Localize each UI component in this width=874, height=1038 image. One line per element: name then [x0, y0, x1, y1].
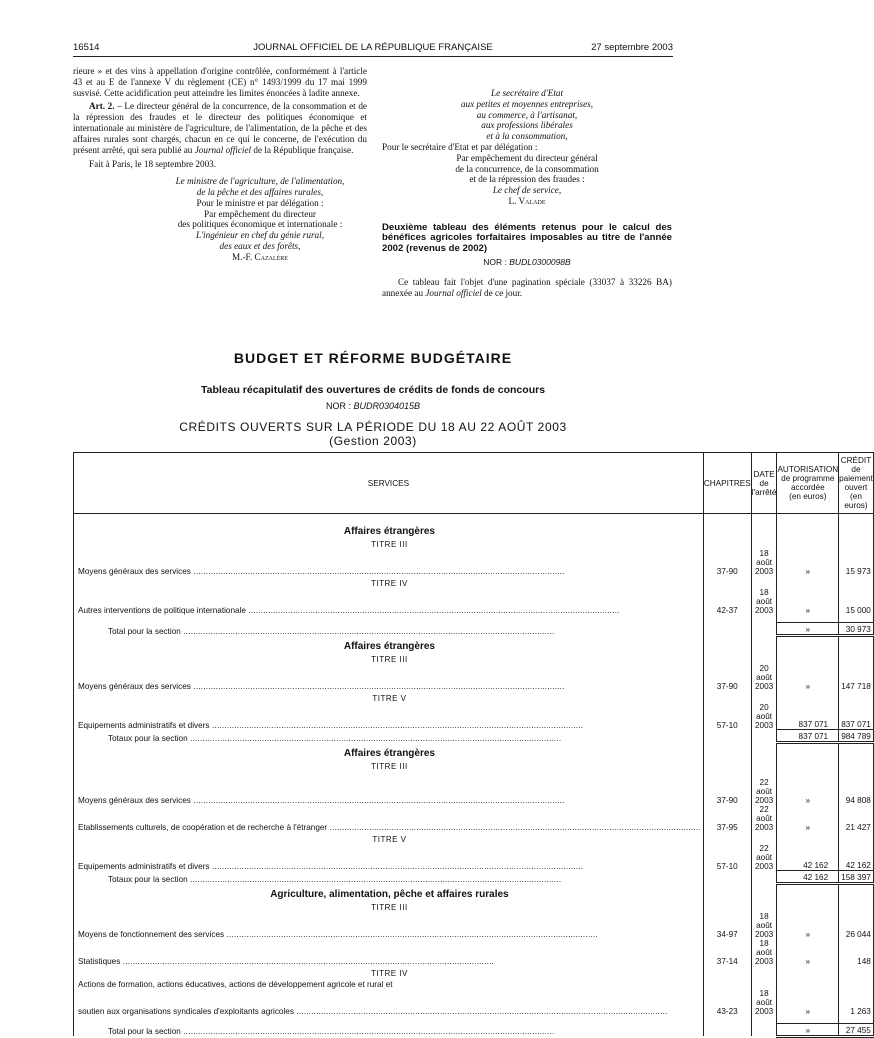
service-label: Moyens généraux des services .....	[78, 796, 565, 805]
article-text: – Le directeur général de la concurrence, de la consommation et de la répression des fraudes et le directeur des politiques économique et internationale au ministère de l'agriculture, de l'alimentation, de la pêche et des affaires rurales sont chargés, chacun en ce qui le concerne, de l'exécution du présent arrêté, qui sera publié au	[73, 101, 367, 155]
col-services: SERVICES	[74, 453, 704, 514]
table-row	[74, 989, 874, 1016]
credits-table	[73, 452, 874, 1038]
signatory-name: L. Valade	[508, 195, 546, 206]
date-cell: 20 août 2003	[751, 664, 777, 691]
section-heading-row	[74, 636, 874, 652]
service-label: Moyens de fonctionnement des services .....	[78, 930, 598, 939]
section-name: Affaires étrangères	[74, 636, 704, 652]
date-cell: 18 août 2003	[751, 588, 777, 615]
page-date: 27 septembre 2003	[591, 42, 673, 53]
service-label: soutien aux organisations syndicales d'exploitants agricoles .....	[78, 1007, 668, 1016]
service-label: Etablissements culturels, de coopération et de recherche à l'étranger .....	[78, 823, 701, 832]
sig-line: Par empêchement du directeur	[204, 208, 316, 219]
table-row	[74, 939, 874, 966]
service-label: Equipements administratifs et divers .....	[78, 721, 583, 730]
credit-cell: 15 973	[839, 549, 874, 576]
col-credit-l1: CRÉDIT	[840, 456, 872, 465]
col-credit-l4: (en euros)	[844, 492, 868, 510]
page-number: 16514	[73, 42, 100, 53]
col-auto-l3: accordée	[790, 483, 825, 492]
total-row	[74, 730, 874, 743]
service-label-line1: Actions de formation, actions éducatives, actions de développement agricole et rural et	[74, 978, 704, 989]
chapitre-cell: 42-37	[703, 588, 751, 615]
nor-code: BUDR0304015B	[353, 401, 421, 411]
total-label: Total pour la section .....	[108, 1027, 555, 1036]
col-date	[751, 453, 777, 514]
credit-total: 30 973	[839, 623, 874, 636]
total-row	[74, 623, 874, 636]
chapitre-cell: 57-10	[703, 844, 751, 871]
fait-line: Fait à Paris, le 18 septembre 2003.	[89, 159, 217, 170]
sig-line: aux petites et moyennes entreprises,	[460, 98, 594, 109]
credit-cell: 15 000	[839, 588, 874, 615]
autorisation-total: 42 162	[777, 871, 839, 884]
titre-row	[74, 900, 874, 912]
credit-total: 27 455	[839, 1023, 874, 1036]
chapitre-cell: 57-10	[703, 703, 751, 730]
nor-label: NOR :	[483, 257, 510, 268]
nor-label: NOR :	[325, 401, 354, 411]
autorisation-cell: »	[777, 805, 839, 832]
credits-period: CRÉDITS OUVERTS SUR LA PÉRIODE DU 18 AU 22 AOÛT 2003	[179, 420, 567, 434]
service-label: Autres interventions de politique internationale .....	[78, 606, 620, 615]
col-date-l2: de l'arrêté	[751, 478, 777, 497]
table-row	[74, 703, 874, 730]
titre-row	[74, 576, 874, 588]
sig-line: des politiques économique et internationale :	[177, 219, 343, 230]
sig-line: Le chef de service,	[492, 185, 562, 196]
paragraph-continuation: rieure » et des vins à appellation d'origine contrôlée, conformément à l'article 43 et au E de l'annexe V du règlement (CE) n° 1493/1999 du 17 mai 1999 susvisé. Cette acidification peut atteindre les limites énoncées à ladite annexe.	[73, 66, 367, 98]
col-auto-l2: de programme	[781, 474, 835, 483]
autorisation-total: »	[777, 623, 839, 636]
chapitre-cell: 37-95	[703, 805, 751, 832]
left-column	[73, 66, 367, 263]
credit-cell: 42 162	[839, 844, 874, 871]
col-credit-l2: de paiement	[839, 465, 873, 483]
col-auto-l4: (en euros)	[789, 492, 827, 501]
right-column	[382, 88, 672, 299]
autorisation-cell: »	[777, 939, 839, 966]
sig-line: Par empêchement du directeur général	[456, 152, 598, 163]
notice-nor	[382, 257, 672, 268]
credit-cell: 26 044	[839, 912, 874, 939]
sig-line: de la pêche et des affaires rurales,	[196, 186, 324, 197]
col-credit-l3: ouvert	[844, 483, 868, 492]
autorisation-cell: »	[777, 778, 839, 805]
titre-label: TITRE V	[74, 832, 704, 844]
sig-line: Pour le ministre et par délégation :	[196, 197, 324, 208]
autorisation-cell: 42 162	[777, 844, 839, 871]
notice-text	[382, 277, 672, 299]
col-credit	[839, 453, 874, 514]
sig-line: Pour le secrétaire d'Etat et par délégation :	[382, 141, 538, 152]
journal-ref: Journal officiel	[425, 287, 482, 298]
autorisation-total: 837 071	[777, 730, 839, 743]
section-title: BUDGET ET RÉFORME BUDGÉTAIRE	[233, 350, 513, 366]
credits-heading	[73, 420, 673, 448]
date-cell: 18 août 2003	[751, 912, 777, 939]
titre-row	[74, 759, 874, 771]
date-cell: 22 août 2003	[751, 805, 777, 832]
table-row	[74, 778, 874, 805]
date-cell: 20 août 2003	[751, 703, 777, 730]
date-cell: 22 août 2003	[751, 778, 777, 805]
service-label: Moyens généraux des services .....	[78, 567, 565, 576]
chapitre-cell: 37-90	[703, 664, 751, 691]
credit-cell: 147 718	[839, 664, 874, 691]
chapitre-cell: 43-23	[703, 989, 751, 1016]
titre-label: TITRE III	[74, 537, 704, 549]
sig-line: de la concurrence, de la consommation	[455, 163, 599, 174]
notice-end: de ce jour.	[481, 287, 523, 298]
article-2	[73, 101, 367, 155]
credit-cell: 1 263	[839, 989, 874, 1016]
titre-label: TITRE V	[74, 691, 704, 703]
autorisation-total: »	[777, 1023, 839, 1036]
autorisation-cell: »	[777, 912, 839, 939]
credit-total: 158 397	[839, 871, 874, 884]
sig-line: et à la consommation,	[486, 131, 568, 142]
date-cell: 18 août 2003	[751, 549, 777, 576]
sig-line: et de la répression des fraudes :	[469, 174, 585, 185]
service-label: Moyens généraux des services .....	[78, 682, 565, 691]
service-label: Statistiques .....	[78, 957, 494, 966]
total-label: Totaux pour la section .....	[108, 875, 561, 884]
col-autorisation	[777, 453, 839, 514]
chapitre-cell: 37-90	[703, 549, 751, 576]
table-row	[74, 549, 874, 576]
titre-row	[74, 691, 874, 703]
section-subtitle: Tableau récapitulatif des ouvertures de crédits de fonds de concours	[200, 384, 546, 396]
secretary-signature	[382, 88, 672, 207]
table-row	[74, 844, 874, 871]
total-row	[74, 1023, 874, 1036]
total-row	[74, 871, 874, 884]
section-heading-row	[74, 884, 874, 900]
titre-label: TITRE III	[74, 900, 704, 912]
nor-code: BUDL0300098B	[509, 257, 571, 268]
titre-label: TITRE IV	[74, 576, 704, 588]
sig-line: L'ingénieur en chef du génie rural,	[195, 230, 324, 241]
autorisation-cell: »	[777, 989, 839, 1016]
chapitre-cell: 37-90	[703, 778, 751, 805]
chapitre-cell: 37-14	[703, 939, 751, 966]
date-cell: 18 août 2003	[751, 989, 777, 1016]
credit-cell: 837 071	[839, 703, 874, 730]
signature-block	[73, 176, 367, 262]
notice-body: Ce tableau fait l'objet d'une pagination spéciale (33037 à 33226 BA) annexée au	[382, 277, 672, 298]
sig-line: au commerce, à l'artisanat,	[476, 109, 578, 120]
section-heading-row	[74, 521, 874, 537]
titre-row	[74, 652, 874, 664]
credit-cell: 94 808	[839, 778, 874, 805]
col-chapitres: CHAPITRES	[703, 453, 751, 514]
article-label: Art. 2.	[89, 101, 115, 112]
autorisation-cell: »	[777, 664, 839, 691]
col-auto-l1: AUTORISATION	[777, 465, 839, 474]
titre-row	[74, 966, 874, 978]
table-row	[74, 805, 874, 832]
autorisation-cell: »	[777, 549, 839, 576]
titre-label: TITRE IV	[74, 966, 704, 978]
journal-title: JOURNAL OFFICIEL DE LA RÉPUBLIQUE FRANÇAISE	[253, 42, 493, 53]
section-name: Affaires étrangères	[74, 743, 704, 759]
service-label: Equipements administratifs et divers .....	[78, 862, 583, 871]
credit-cell: 148	[839, 939, 874, 966]
total-label: Totaux pour la section .....	[108, 734, 561, 743]
section-name: Agriculture, alimentation, pêche et affaires rurales	[74, 884, 704, 900]
sig-line: Le ministre de l'agriculture, de l'alimentation,	[175, 176, 345, 187]
col-date-l1: DATE	[753, 469, 775, 479]
credit-cell: 21 427	[839, 805, 874, 832]
sig-line: aux professions libérales	[481, 120, 573, 131]
notice-title: Deuxième tableau des éléments retenus pour le calcul des bénéfices agricoles forfaitaires imposables au titre de l'année 2002 (revenus de 2002)	[382, 221, 672, 254]
table-row	[74, 978, 874, 989]
titre-label: TITRE III	[74, 759, 704, 771]
header-rule	[73, 56, 673, 57]
date-cell: 18 août 2003	[751, 939, 777, 966]
credit-total: 984 789	[839, 730, 874, 743]
sig-line: des eaux et des forêts,	[219, 240, 301, 251]
section-name: Affaires étrangères	[74, 521, 704, 537]
section-nor	[73, 401, 673, 411]
titre-row	[74, 832, 874, 844]
credits-gestion: (Gestion 2003)	[329, 434, 417, 448]
journal-ref: Journal officiel	[194, 144, 252, 155]
autorisation-cell: 837 071	[777, 703, 839, 730]
table-row	[74, 588, 874, 615]
titre-label: TITRE III	[74, 652, 704, 664]
table-header	[74, 453, 874, 514]
sig-line: Le secrétaire d'Etat	[490, 88, 564, 98]
table-row	[74, 912, 874, 939]
date-cell: 22 août 2003	[751, 844, 777, 871]
signatory-name: M.-F. Cazalère	[232, 251, 288, 262]
section-heading-row	[74, 743, 874, 759]
autorisation-cell: »	[777, 588, 839, 615]
chapitre-cell: 34-97	[703, 912, 751, 939]
total-label: Total pour la section .....	[108, 627, 555, 636]
titre-row	[74, 537, 874, 549]
article-end: de la République française.	[251, 144, 354, 155]
table-row	[74, 664, 874, 691]
